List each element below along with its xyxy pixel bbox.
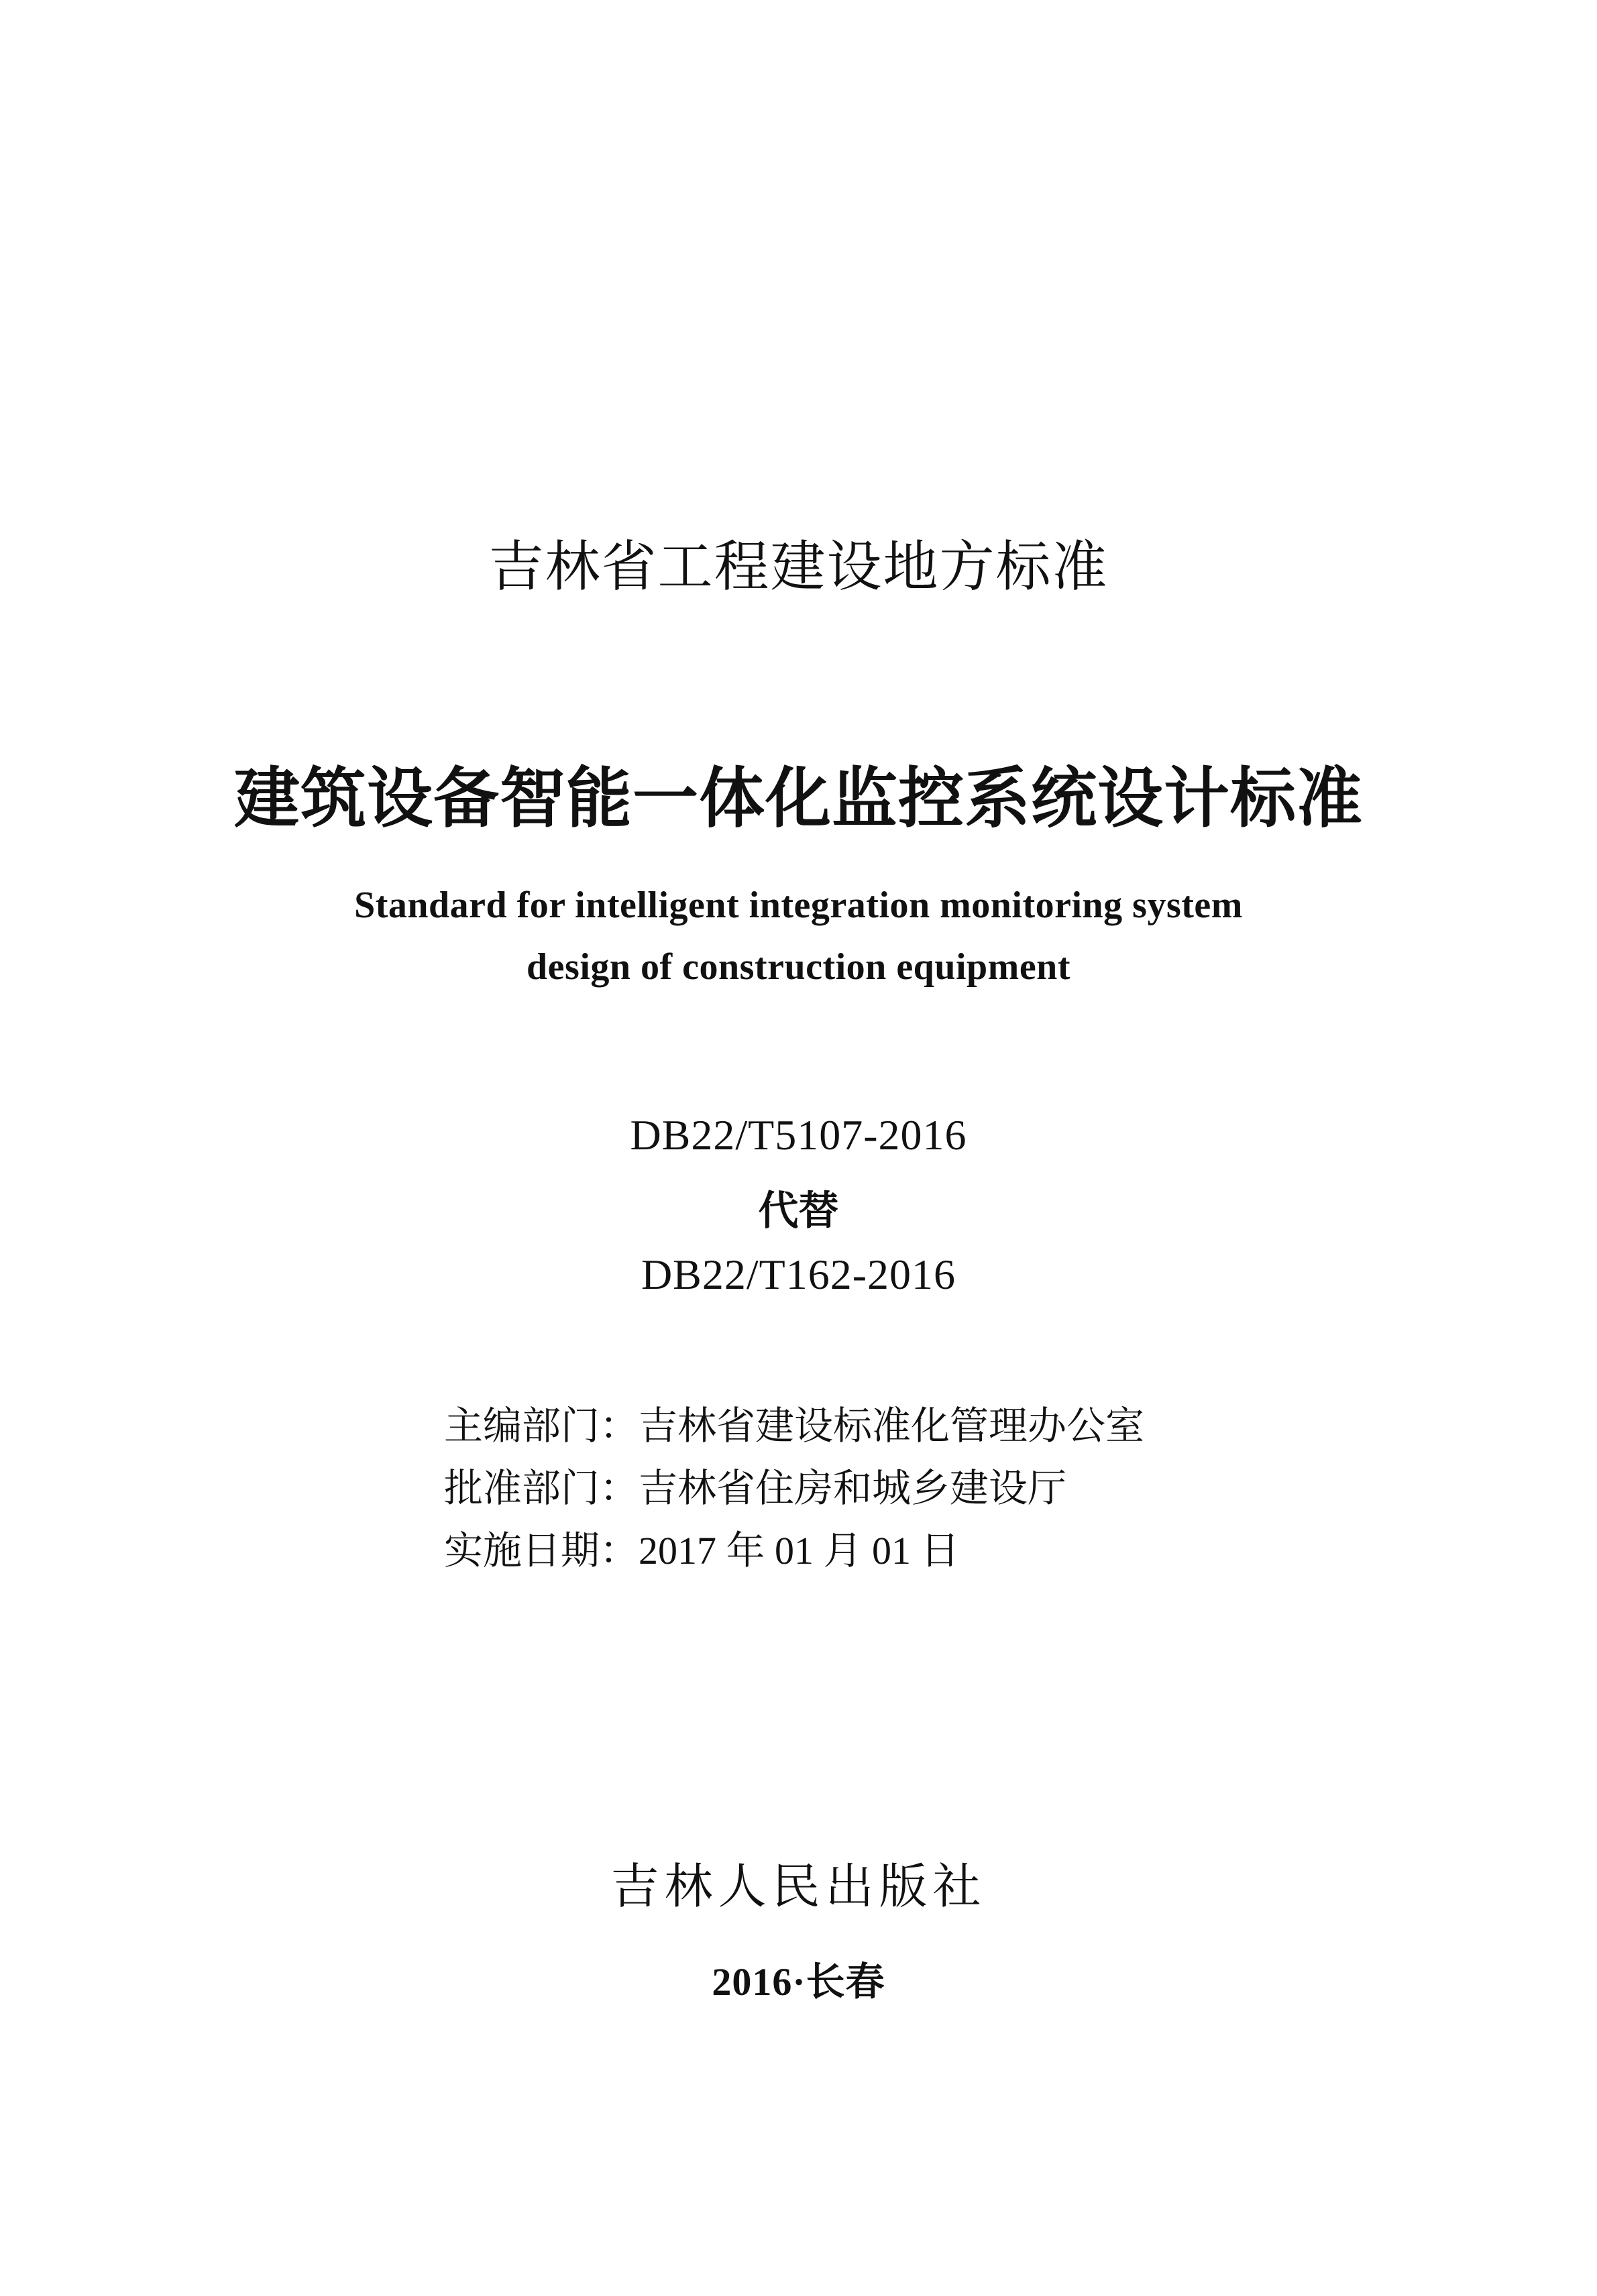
publication-info [444,1395,1144,1582]
english-title-line-2: design of construction equipment [527,946,1070,988]
editor-separator: ： [600,1403,639,1448]
editor-row [444,1395,1144,1457]
replaced-standard-code: DB22/T162-2016 [641,1251,956,1298]
approver-label: 批准部门 [444,1465,600,1511]
editor-value: 吉林省建设标准化管理办公室 [639,1403,1145,1448]
editor-label: 主编部门 [444,1403,600,1448]
date-separator: ： [600,1528,639,1573]
series-title: 吉林省工程建设地方标准 [488,535,1109,599]
publisher-name: 吉林人民出版社 [610,1858,987,1914]
approver-row [444,1457,1144,1519]
date-label: 实施日期 [444,1528,600,1573]
date-value: 2017 年 01 月 01 日 [639,1529,960,1572]
approver-value: 吉林省住房和城乡建设厅 [639,1465,1067,1511]
date-row [444,1519,1144,1582]
english-title-line-1: Standard for intelligent integration monitoring system [354,884,1243,926]
replace-label: 代替 [758,1188,839,1235]
publication-place-year: 2016·长春 [712,1960,885,2004]
approver-separator: ： [600,1465,639,1511]
chinese-title: 建筑设备智能一体化监控系统设计标准 [233,760,1363,837]
standard-code: DB22/T5107-2016 [630,1111,967,1159]
